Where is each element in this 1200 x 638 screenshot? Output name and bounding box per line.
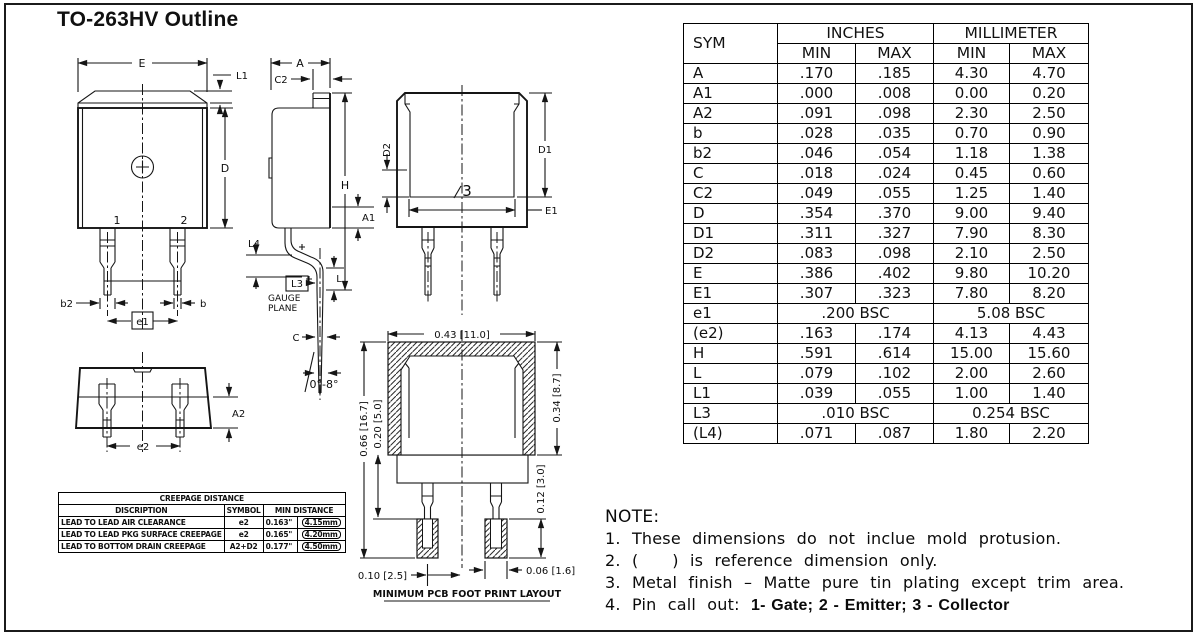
dim-val: .402	[856, 264, 934, 284]
dim-val: 4.70	[1010, 64, 1089, 84]
dim-sym: C2	[684, 184, 778, 204]
creepage-desc: LEAD TO BOTTOM DRAIN CREEPAGE	[59, 541, 225, 553]
dim-val: 9.40	[1010, 204, 1089, 224]
dim-val: 0.90	[1010, 124, 1089, 144]
dim-val: 8.20	[1010, 284, 1089, 304]
dim-val: 2.50	[1010, 244, 1089, 264]
dim-val: 1.18	[934, 144, 1010, 164]
dim-label-E1-back: E1	[545, 206, 558, 217]
dim-val: 9.00	[934, 204, 1010, 224]
dim-val: .386	[778, 264, 856, 284]
dim-sym: D1	[684, 224, 778, 244]
note-line-2: 2. ( ) is reference dimension only.	[605, 551, 938, 570]
gauge-plane-label-1: GAUGE	[268, 294, 301, 304]
dim-label-A: A	[296, 57, 304, 70]
dim-sym: D	[684, 204, 778, 224]
pcb-footprint	[358, 330, 575, 601]
dim-val: .035	[856, 124, 934, 144]
creepage-mm	[297, 529, 345, 541]
col-min-distance: MIN DISTANCE	[263, 505, 345, 517]
notes-block	[605, 506, 1190, 617]
creepage-inch: 0.165"	[263, 529, 297, 541]
dim-label-A2: A2	[232, 409, 246, 420]
dim-label-D2: D2	[382, 142, 393, 158]
dim-row-L1	[684, 384, 1089, 404]
dim-val: 4.30	[934, 64, 1010, 84]
dim-label-b2: b2	[60, 299, 73, 310]
creepage-row	[59, 529, 346, 541]
dim-val: 4.13	[934, 324, 1010, 344]
note-line-1: 1. These dimensions do not inclue mold protusion.	[605, 529, 1062, 548]
creepage-inch: 0.177"	[263, 541, 297, 553]
dim-val: .327	[856, 224, 934, 244]
dim-val: 0.60	[1010, 164, 1089, 184]
col-discription: DISCRIPTION	[59, 505, 225, 517]
dim-val: .098	[856, 104, 934, 124]
pcb-dim-right-lower: 0.12 [3.0]	[536, 464, 547, 514]
dim-sym: L	[684, 364, 778, 384]
dim-val: 0.45	[934, 164, 1010, 184]
dim-label-L1: L1	[236, 71, 248, 82]
pcb-dim-left-outer: 0.66 [16.7]	[359, 401, 370, 457]
dim-row-L	[684, 364, 1089, 384]
pcb-dim-bottom-right: 0.06 [1.6]	[526, 566, 576, 577]
col-in-min: MIN	[778, 44, 856, 64]
dim-val: .008	[856, 84, 934, 104]
dim-header-row-1	[684, 24, 1089, 44]
dim-label-e2: e2	[136, 442, 150, 453]
dim-row-L4	[684, 424, 1089, 444]
dim-row-C	[684, 164, 1089, 184]
dim-row-b	[684, 124, 1089, 144]
dim-val: 0.70	[934, 124, 1010, 144]
col-sym: SYM	[684, 24, 778, 64]
dim-val: 1.25	[934, 184, 1010, 204]
pin-2-label: 2	[180, 214, 188, 227]
dim-val: .614	[856, 344, 934, 364]
dim-label-C2: C2	[274, 75, 288, 86]
dim-val: .000	[778, 84, 856, 104]
dim-val: 1.40	[1010, 384, 1089, 404]
dim-label-D: D	[220, 162, 230, 175]
note-line-4	[605, 594, 1190, 617]
dim-val: .028	[778, 124, 856, 144]
dim-row-C2	[684, 184, 1089, 204]
pcb-dim-left-inner: 0.20 [5.0]	[373, 399, 384, 449]
creepage-title-row	[59, 493, 346, 505]
dim-val: .024	[856, 164, 934, 184]
creepage-desc: LEAD TO LEAD PKG SURFACE CREEPAGE	[59, 529, 225, 541]
dim-val: 7.90	[934, 224, 1010, 244]
dim-row-L3	[684, 404, 1089, 424]
creepage-row	[59, 517, 346, 529]
dimension-table	[683, 23, 1089, 444]
dim-row-E	[684, 264, 1089, 284]
dim-val: .323	[856, 284, 934, 304]
dim-val: .055	[856, 184, 934, 204]
dim-val: .054	[856, 144, 934, 164]
dim-val: 2.10	[934, 244, 1010, 264]
pcb-dim-bottom-left: 0.10 [2.5]	[357, 571, 407, 582]
lead-angle-label: 0°-8°	[309, 378, 339, 391]
dim-row-D2	[684, 244, 1089, 264]
dim-row-D1	[684, 224, 1089, 244]
dim-row-A1	[684, 84, 1089, 104]
creepage-mm-box: 4.15mm	[302, 518, 341, 527]
dim-val: .098	[856, 244, 934, 264]
dim-label-C: C	[292, 333, 300, 344]
dim-val: 1.00	[934, 384, 1010, 404]
dim-val: .102	[856, 364, 934, 384]
back-view	[382, 85, 558, 315]
dim-val: .018	[778, 164, 856, 184]
dim-val: 2.00	[934, 364, 1010, 384]
col-inches: INCHES	[778, 24, 934, 44]
dim-val: .083	[778, 244, 856, 264]
dim-val: 0.00	[934, 84, 1010, 104]
dim-val: 2.20	[1010, 424, 1089, 444]
pin-3-label: 3	[462, 182, 472, 200]
dim-val: .170	[778, 64, 856, 84]
creepage-inch: 0.163"	[263, 517, 297, 529]
dim-val: .307	[778, 284, 856, 304]
dim-val: 7.80	[934, 284, 1010, 304]
dim-sym: b	[684, 124, 778, 144]
col-mm-min: MIN	[934, 44, 1010, 64]
dim-val: .370	[856, 204, 934, 224]
dim-val: 1.40	[1010, 184, 1089, 204]
creepage-mm	[297, 541, 345, 553]
dim-val-bsc: 0.254 BSC	[934, 404, 1089, 424]
dim-val: .354	[778, 204, 856, 224]
dim-val: 2.30	[934, 104, 1010, 124]
dim-row-A2	[684, 104, 1089, 124]
dim-sym: H	[684, 344, 778, 364]
dim-row-e2	[684, 324, 1089, 344]
front-view	[60, 57, 248, 330]
gauge-plane-label-2: PLANE	[268, 304, 298, 314]
dim-val: .039	[778, 384, 856, 404]
creepage-sym: e2	[224, 529, 263, 541]
pcb-dim-top: 0.43 [11.0]	[434, 330, 490, 341]
dim-val: .055	[856, 384, 934, 404]
dim-val: 9.80	[934, 264, 1010, 284]
dim-val: .087	[856, 424, 934, 444]
dim-sym: D2	[684, 244, 778, 264]
dim-val-bsc: .200 BSC	[778, 304, 934, 324]
dim-sym: (L4)	[684, 424, 778, 444]
dim-label-H: H	[340, 179, 350, 192]
pcb-dim-right-upper: 0.34 [8.7]	[552, 373, 563, 423]
dim-sym: C	[684, 164, 778, 184]
dim-val: .071	[778, 424, 856, 444]
notes-heading: NOTE:	[605, 507, 660, 527]
col-millimeter: MILLIMETER	[934, 24, 1089, 44]
col-symbol: SYMBOL	[224, 505, 263, 517]
creepage-sym: A2+D2	[224, 541, 263, 553]
dim-label-L: L	[336, 274, 342, 285]
dim-row-b2	[684, 144, 1089, 164]
dim-val: 4.43	[1010, 324, 1089, 344]
dim-label-A1: A1	[362, 213, 376, 224]
side-view	[246, 57, 375, 400]
dim-sym: (e2)	[684, 324, 778, 344]
dim-val: 10.20	[1010, 264, 1089, 284]
dim-label-L3: L3	[291, 279, 303, 290]
pcb-caption: MINIMUM PCB FOOT PRINT LAYOUT	[372, 589, 562, 600]
dim-val: .311	[778, 224, 856, 244]
bottom-view	[76, 352, 245, 453]
dim-val: .185	[856, 64, 934, 84]
page-title: TO-263HV Outline	[57, 8, 239, 31]
dim-sym: A1	[684, 84, 778, 104]
col-mm-max: MAX	[1010, 44, 1089, 64]
dim-val: 1.38	[1010, 144, 1089, 164]
creepage-table	[58, 492, 346, 553]
dim-val-bsc: 5.08 BSC	[934, 304, 1089, 324]
dim-sym: L3	[684, 404, 778, 424]
dim-row-H	[684, 344, 1089, 364]
pin-1-label: 1	[113, 214, 121, 227]
dim-sym: E1	[684, 284, 778, 304]
dim-sym: A2	[684, 104, 778, 124]
dim-label-e1: e1	[136, 317, 149, 328]
note-line-4-prefix: 4. Pin call out:	[605, 595, 740, 614]
pin-callout: 1- Gate; 2 - Emitter; 3 - Collector	[751, 597, 1010, 614]
creepage-mm-box: 4.20mm	[302, 530, 341, 539]
dim-val: .091	[778, 104, 856, 124]
dim-sym: b2	[684, 144, 778, 164]
col-in-max: MAX	[856, 44, 934, 64]
dim-row-A	[684, 64, 1089, 84]
dim-val: 0.20	[1010, 84, 1089, 104]
dim-sym: L1	[684, 384, 778, 404]
dim-label-D1: D1	[537, 145, 553, 156]
note-line-3: 3. Metal finish – Matte pure tin plating except trim area.	[605, 573, 1125, 592]
dim-val: .046	[778, 144, 856, 164]
dim-val: .049	[778, 184, 856, 204]
dim-val: 1.80	[934, 424, 1010, 444]
dim-val: .174	[856, 324, 934, 344]
dim-val: 2.50	[1010, 104, 1089, 124]
dim-val: 8.30	[1010, 224, 1089, 244]
dim-row-e1	[684, 304, 1089, 324]
creepage-title: CREEPAGE DISTANCE	[59, 493, 346, 505]
dim-val: 15.00	[934, 344, 1010, 364]
dim-val: .079	[778, 364, 856, 384]
dim-val-bsc: .010 BSC	[778, 404, 934, 424]
creepage-mm	[297, 517, 345, 529]
creepage-sym: e2	[224, 517, 263, 529]
creepage-header-row	[59, 505, 346, 517]
dim-val: .163	[778, 324, 856, 344]
creepage-row	[59, 541, 346, 553]
dim-label-L4: L4	[248, 239, 260, 250]
dim-sym: e1	[684, 304, 778, 324]
dim-label-E: E	[138, 57, 146, 70]
dim-sym: A	[684, 64, 778, 84]
dim-label-b: b	[200, 299, 207, 310]
dim-val: .591	[778, 344, 856, 364]
dim-row-D	[684, 204, 1089, 224]
dim-val: 15.60	[1010, 344, 1089, 364]
dim-sym: E	[684, 264, 778, 284]
creepage-mm-box: 4.50mm	[302, 542, 341, 551]
creepage-desc: LEAD TO LEAD AIR CLEARANCE	[59, 517, 225, 529]
dim-val: 2.60	[1010, 364, 1089, 384]
dim-row-E1	[684, 284, 1089, 304]
